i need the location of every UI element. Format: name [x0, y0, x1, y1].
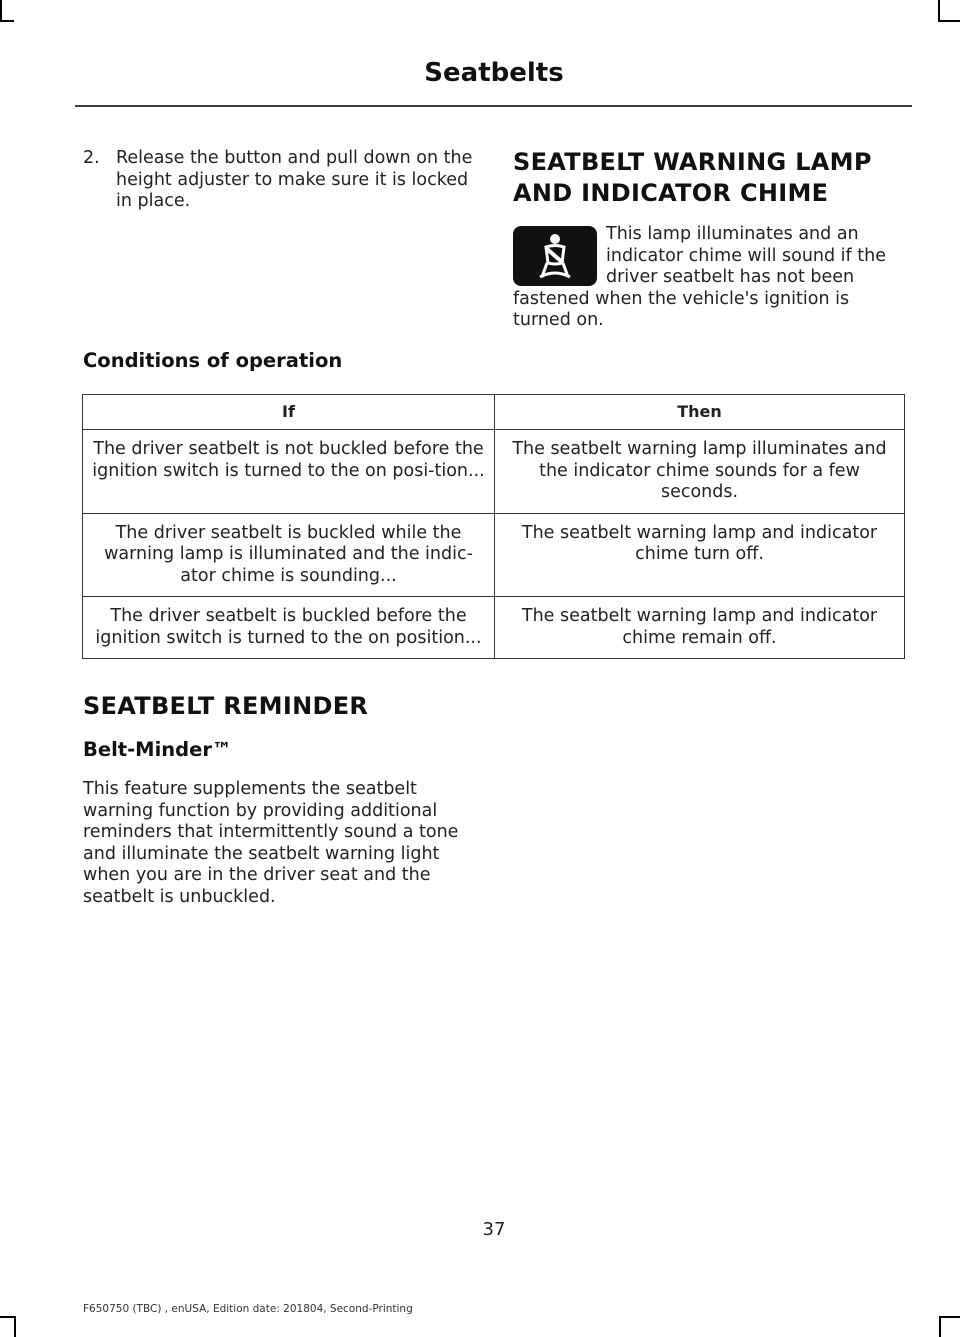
- table-cell-if: The driver seatbelt is buckled while the warning lamp is illuminated and the indic-ator chime is sounding...: [83, 513, 495, 597]
- warning-lamp-description-start: This lamp illuminates and an indicator chime will sound if the driver seatbelt has not been: [606, 224, 886, 287]
- table-row: [83, 430, 905, 514]
- warning-lamp-description: [513, 224, 908, 332]
- crop-mark: [0, 0, 2, 22]
- step-item: [83, 148, 473, 213]
- crop-mark: [0, 20, 14, 22]
- conditions-table: [82, 394, 905, 659]
- belt-minder-heading: Belt-Minder™: [83, 738, 232, 761]
- warning-lamp-heading: [513, 147, 913, 209]
- warning-lamp-description-end: fastened when the vehicle's ignition is turned on.: [513, 288, 850, 330]
- table-cell-then: The seatbelt warning lamp and indicator chime remain off.: [495, 597, 905, 659]
- table-row: [83, 597, 905, 659]
- column-header-then: Then: [495, 395, 905, 430]
- conditions-heading: Conditions of operation: [83, 349, 343, 372]
- crop-mark: [939, 1316, 941, 1337]
- belt-minder-description: This feature supplements the seatbelt warning function by providing additional reminders that intermittently sound a tone and illuminate the seatbelt warning light when you are in the driver seat and the seatbelt is unbuckled.: [83, 779, 459, 907]
- crop-mark: [14, 1316, 16, 1337]
- title-divider: [75, 105, 912, 107]
- crop-mark: [938, 20, 960, 22]
- table-row: [83, 513, 905, 597]
- table-cell-then: The seatbelt warning lamp illuminates and the indicator chime sounds for a few seconds.: [495, 430, 905, 514]
- warning-lamp-heading-line1: SEATBELT WARNING LAMP: [513, 148, 872, 176]
- column-header-if: If: [83, 395, 495, 430]
- table-cell-then: The seatbelt warning lamp and indicator chime turn off.: [495, 513, 905, 597]
- crop-mark: [938, 0, 940, 22]
- step-text: Release the button and pull down on the height adjuster to make sure it is locked in place.: [116, 148, 473, 211]
- reminder-heading: SEATBELT REMINDER: [83, 692, 369, 720]
- table-cell-if: The driver seatbelt is not buckled before the ignition switch is turned to the on posi-tion...: [83, 430, 495, 514]
- step-number: 2.: [83, 148, 100, 168]
- crop-mark: [939, 1316, 960, 1318]
- page-footer: F650750 (TBC) , enUSA, Edition date: 201804, Second-Printing: [83, 1303, 413, 1315]
- page-number: 37: [482, 1219, 506, 1240]
- table-cell-if: The driver seatbelt is buckled before the ignition switch is turned to the on position...: [83, 597, 495, 659]
- warning-lamp-heading-line2: AND INDICATOR CHIME: [513, 179, 829, 207]
- page-title: Seatbelts: [424, 58, 564, 88]
- table-header-row: [83, 395, 905, 430]
